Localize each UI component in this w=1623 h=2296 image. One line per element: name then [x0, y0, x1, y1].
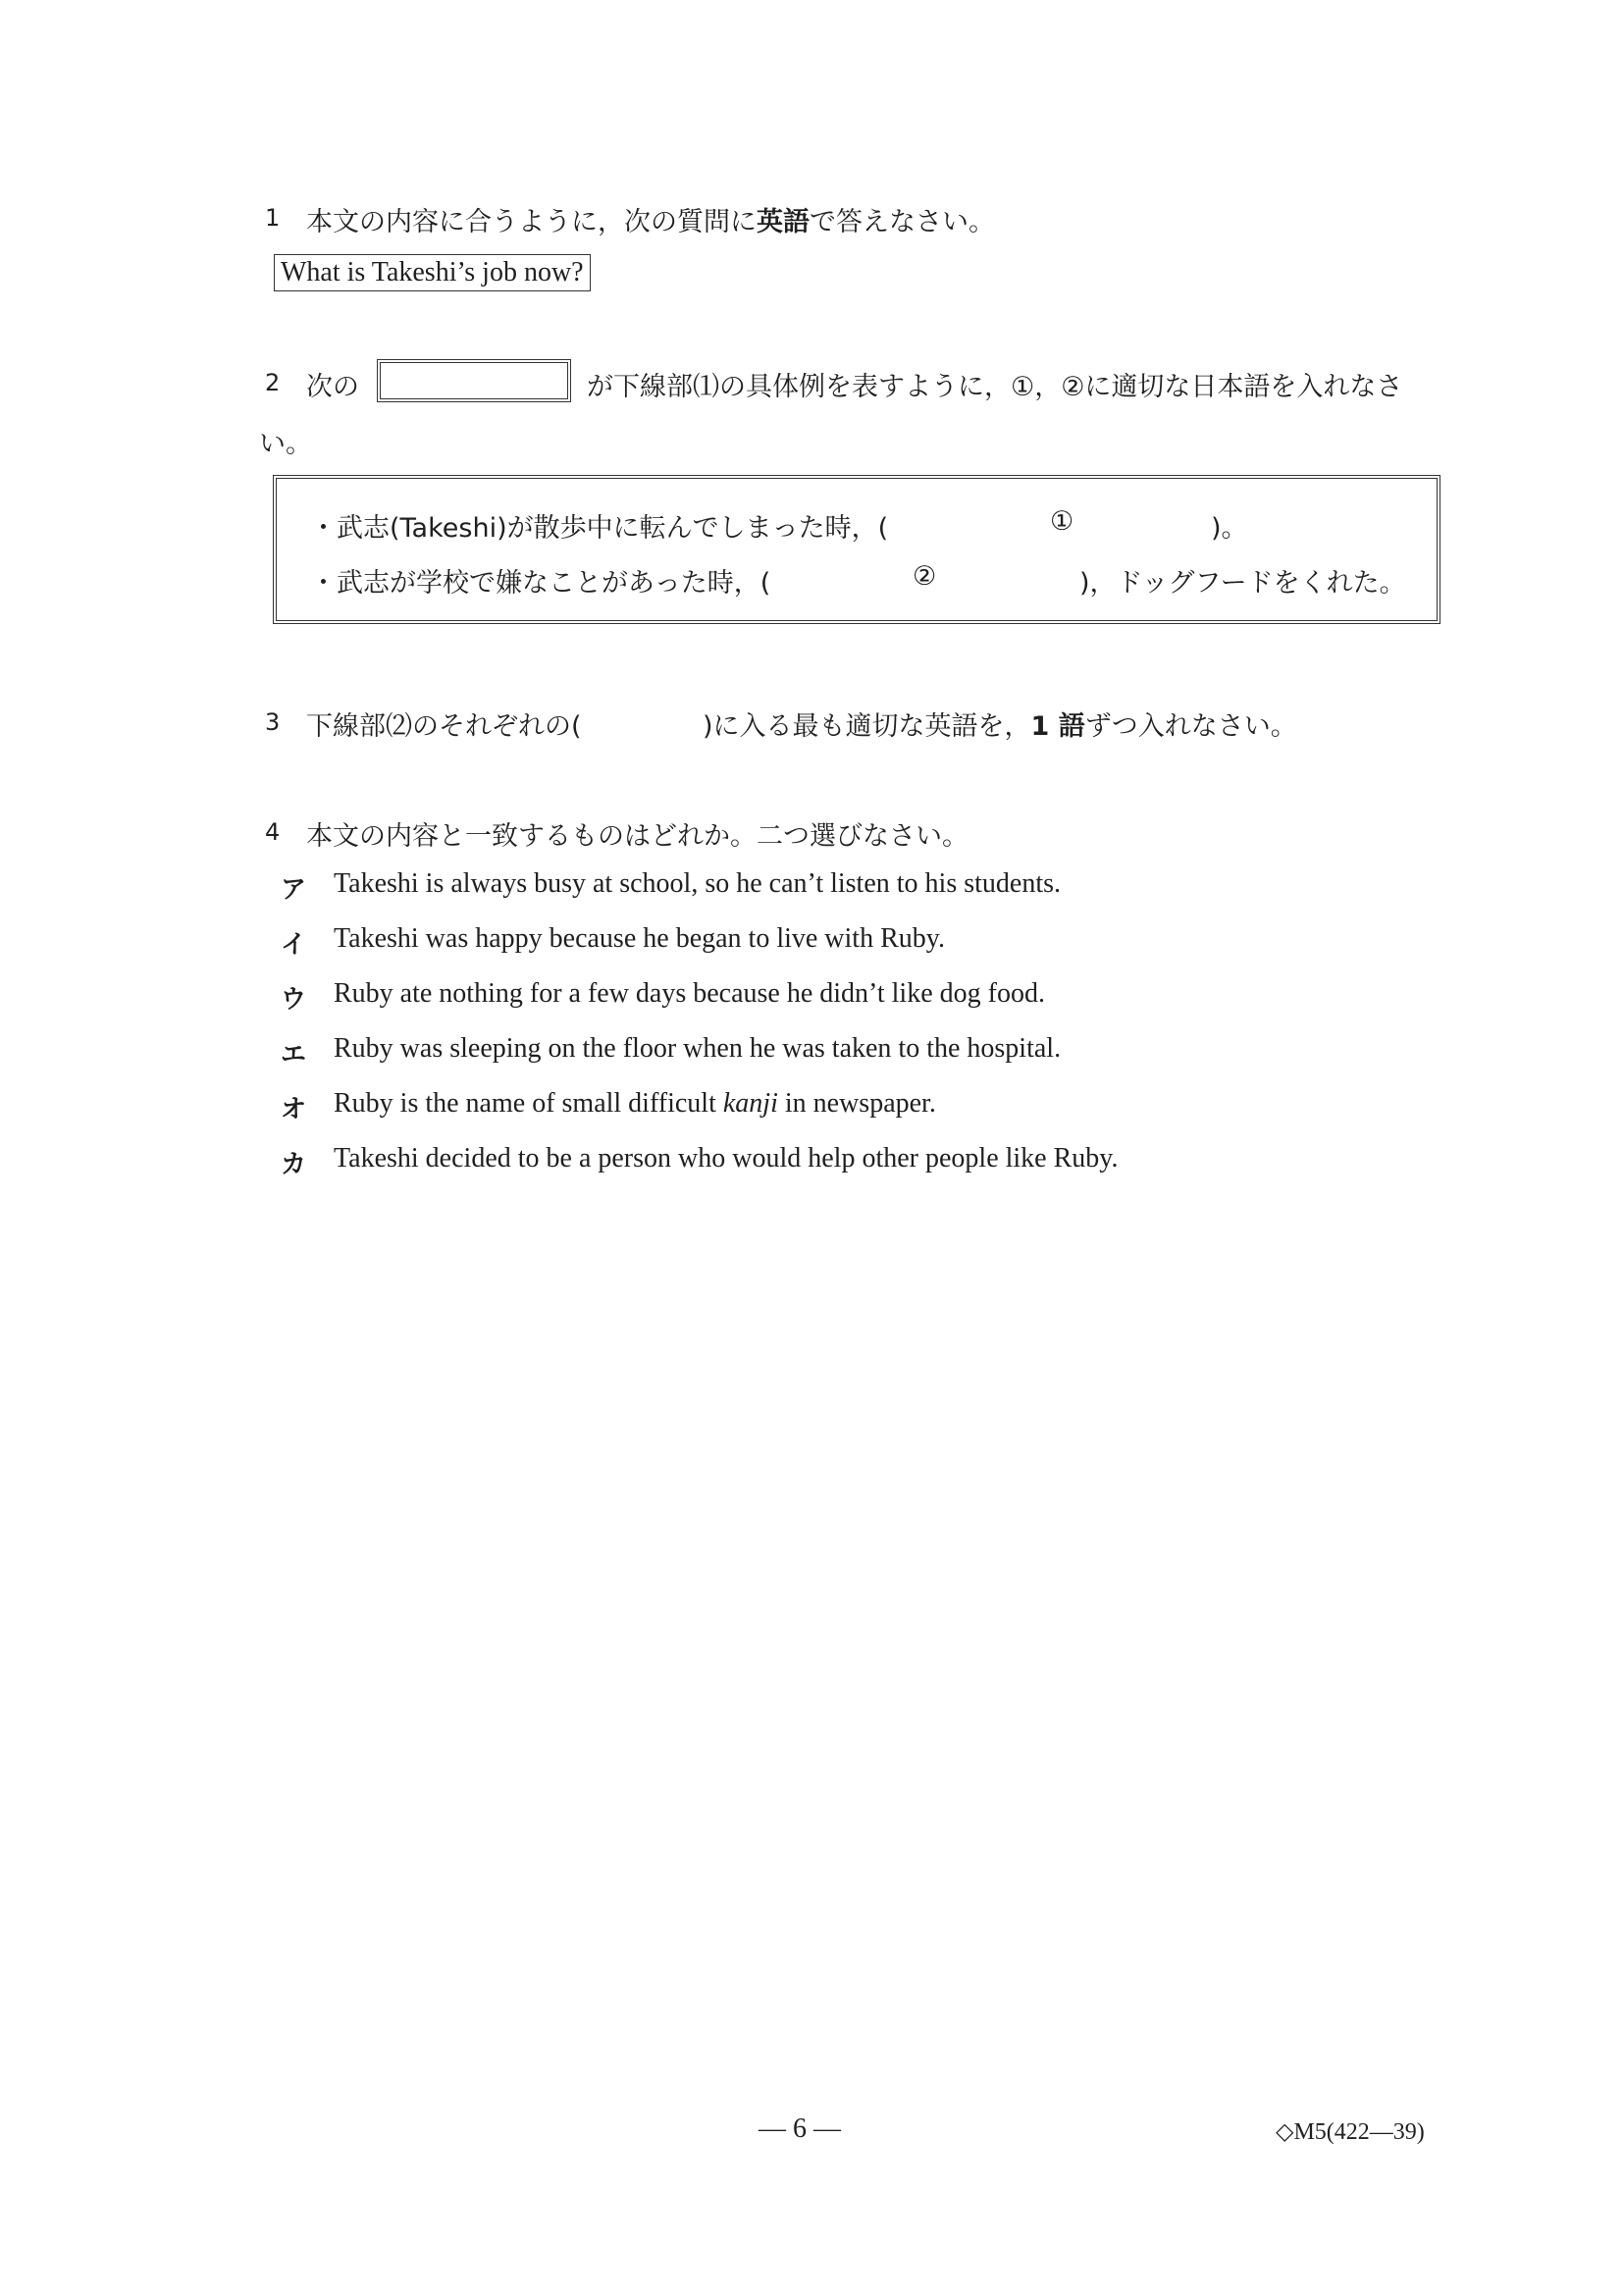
q1-question-box: What is Takeshi’s job now? — [274, 254, 591, 291]
page-number: — 6 — — [759, 2113, 841, 2144]
q4-choice-label: ア — [281, 875, 307, 905]
q4-choice5-before: Ruby is the name of small difficult — [334, 1088, 723, 1119]
q4-choice-text: Ruby was sleeping on the floor when he was taken to the hospital. — [334, 1033, 1062, 1064]
q1-instruction-before: 本文の内容に合うように，次の質問に — [306, 207, 757, 237]
q2-line1-after: )。 — [1211, 513, 1248, 544]
q2-line2-after: )，ドッグフードをくれた。 — [1079, 568, 1406, 599]
q4-choice-text — [334, 1088, 936, 1120]
q4-choice-label: イ — [281, 930, 307, 960]
q3-instruction-bold: 1 語 — [1030, 711, 1085, 742]
q2-line2-before: ・武志が学校で嫌なことがあった時，( — [310, 568, 771, 599]
q4-choice-text: Takeshi was happy because he began to live with Ruby. — [334, 923, 945, 954]
q2-number: 2 — [265, 369, 281, 396]
q2-line1-mark: ① — [1050, 506, 1074, 537]
q3-instruction-middle: )に入る最も適切な英語を， — [703, 711, 1031, 742]
q4-choice-label: オ — [281, 1095, 307, 1124]
q4-choice-label: カ — [281, 1150, 307, 1179]
q2-box-line-2 — [310, 561, 770, 600]
q4-choice-text: Takeshi is always busy at school, so he can’t listen to his students. — [334, 868, 1061, 899]
q4-choice-label: ウ — [281, 985, 307, 1015]
q4-choice-text: Takeshi decided to be a person who would help other people like Ruby. — [334, 1143, 1119, 1174]
q3-number: 3 — [265, 708, 281, 736]
q2-box-line-1 — [310, 506, 888, 545]
q3-instruction — [703, 704, 1297, 743]
exam-code: ◇M5(422—39) — [1276, 2119, 1425, 2145]
q1-number: 1 — [265, 204, 281, 232]
q4-choice-text: Ruby ate nothing for a few days because he didn’t like dog food. — [334, 978, 1045, 1009]
q2-instruction-before: 次の — [306, 372, 359, 402]
q2-inline-box — [377, 359, 571, 402]
q4-instruction: 本文の内容と一致するものはどれか。二つ選びなさい。 — [306, 821, 969, 852]
q1-instruction — [306, 200, 995, 238]
q3-instruction-before: 下線部⑵のそれぞれの( — [306, 711, 582, 742]
q4-choice-label: エ — [281, 1040, 307, 1070]
q2-line1-before: ・武志(Takeshi)が散歩中に転んでしまった時，( — [310, 513, 889, 544]
q2-answer-box — [273, 475, 1440, 624]
q2-instruction-after: が下線部⑴の具体例を表すように，①，②に適切な日本語を入れなさ — [587, 372, 1403, 402]
q2-line2-mark: ② — [913, 561, 937, 592]
q2-instruction-wrap: い。 — [259, 429, 312, 459]
q1-instruction-after: で答えなさい。 — [810, 207, 995, 237]
q3-instruction-after: ずつ入れなさい。 — [1084, 711, 1297, 742]
q4-choice5-italic: kanji — [722, 1088, 778, 1119]
q4-choice5-after: in newspaper. — [777, 1088, 936, 1119]
q1-instruction-bold: 英語 — [757, 207, 810, 237]
q4-number: 4 — [265, 818, 281, 846]
